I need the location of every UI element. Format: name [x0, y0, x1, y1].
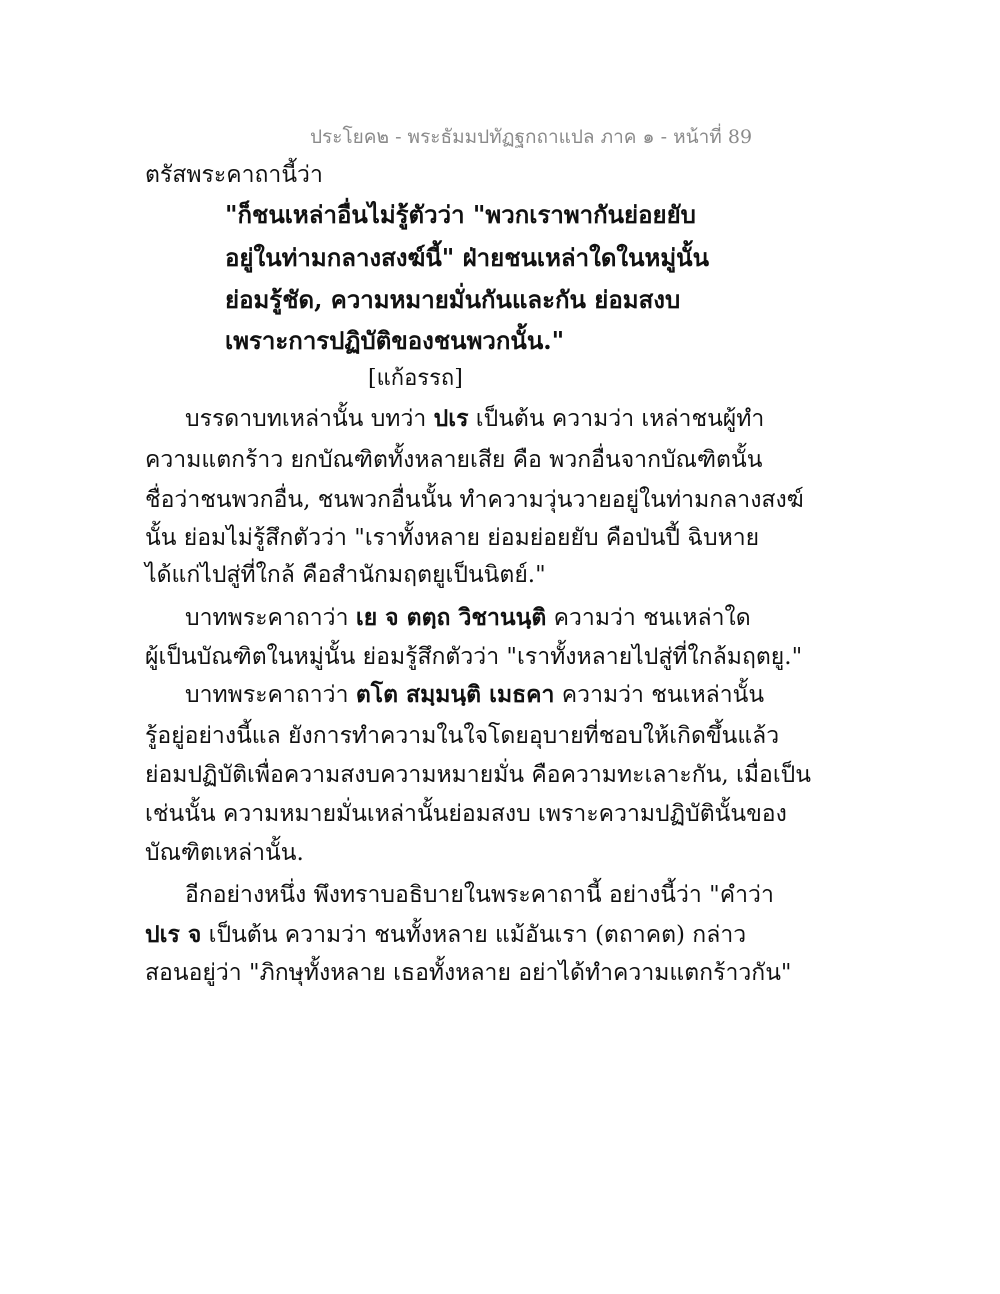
- pali-term: ปเร จ: [145, 921, 202, 948]
- paragraph-line: บัณฑิตเหล่านั้น.: [145, 840, 304, 866]
- paragraph-line: อีกอย่างหนึ่ง พึงทราบอธิบายในพระคาถานี้ อย่างนี้ว่า "คำว่า: [185, 882, 774, 908]
- paragraph-line: ผู้เป็นบัณฑิตในหมู่นั้น ย่อมรู้สึกตัวว่า "เราทั้งหลายไปสู่ที่ใกล้มฤตยู.": [145, 644, 803, 670]
- paragraph-line: ชื่อว่าชนพวกอื่น, ชนพวกอื่นนั้น ทำความวุ่นวายอยู่ในท่ามกลางสงฆ์: [145, 487, 804, 513]
- paragraph-line: สอนอยู่ว่า "ภิกษุทั้งหลาย เธอทั้งหลาย อย่าได้ทำความแตกร้าวกัน": [145, 960, 792, 986]
- pali-term: ตโต สมฺมนฺติ เมธคา: [355, 681, 555, 708]
- verse-line: อยู่ในท่ามกลางสงฆ์นี้" ฝ่ายชนเหล่าใดในหมู่นั้น: [225, 243, 709, 272]
- paragraph-line: ได้แก่ไปสู่ที่ใกล้ คือสำนักมฤตยูเป็นนิตย์.": [145, 562, 546, 588]
- paragraph-line: บาทพระคาถาว่า เย จ ตตฺถ วิชานนฺติ ความว่า ชนเหล่าใด: [185, 604, 751, 631]
- section-note: [แก้อรรถ]: [368, 366, 463, 391]
- verse-line: เพราะการปฏิบัติของชนพวกนั้น.": [225, 326, 565, 355]
- paragraph-line: ความแตกร้าว ยกบัณฑิตทั้งหลายเสีย คือ พวกอื่นจากบัณฑิตนั้น: [145, 447, 763, 473]
- paragraph-line: บาทพระคาถาว่า ตโต สมฺมนฺติ เมธคา ความว่า ชนเหล่านั้น: [185, 681, 765, 708]
- paragraph-line: ปเร จ เป็นต้น ความว่า ชนทั้งหลาย แม้อันเรา (ตถาคต) กล่าว: [145, 921, 747, 948]
- paragraph-line: ย่อมปฏิบัติเพื่อความสงบความหมายมั่น คือความทะเลาะกัน, เมื่อเป็น: [145, 762, 812, 788]
- pali-term: เย จ ตตฺถ วิชานนฺติ: [355, 604, 547, 631]
- paragraph-line: บรรดาบทเหล่านั้น บทว่า ปเร เป็นต้น ความว่า เหล่าชนผู้ทำ: [185, 405, 765, 432]
- intro-line: ตรัสพระคาถานี้ว่า: [145, 162, 323, 188]
- page-header: ประโยค๒ - พระธัมมปทัฏฐกถาแปล ภาค ๑ - หน้าที่ 89: [310, 126, 753, 148]
- paragraph-line: เช่นนั้น ความหมายมั่นเหล่านั้นย่อมสงบ เพราะความปฏิบัตินั้นของ: [145, 801, 787, 827]
- verse-line: ย่อมรู้ชัด, ความหมายมั่นกันและกัน ย่อมสงบ: [225, 285, 681, 314]
- pali-term: ปเร: [433, 405, 469, 432]
- paragraph-line: นั้น ย่อมไม่รู้สึกตัวว่า "เราทั้งหลาย ย่อมย่อยยับ คือป่นปี้ ฉิบหาย: [145, 525, 760, 551]
- verse-line: "ก็ชนเหล่าอื่นไม่รู้ตัวว่า "พวกเราพากันย่อยยับ: [225, 200, 696, 229]
- paragraph-line: รู้อยู่อย่างนี้แล ยังการทำความในใจโดยอุบายที่ชอบให้เกิดขึ้นแล้ว: [145, 723, 780, 749]
